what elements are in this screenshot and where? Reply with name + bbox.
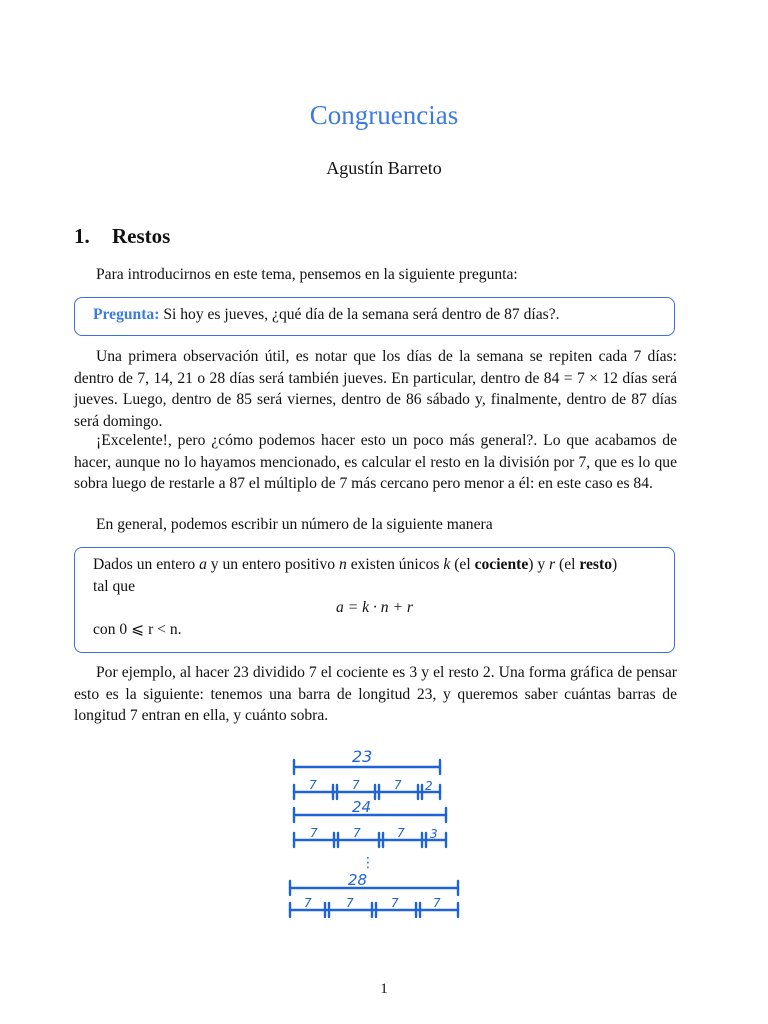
piece-label: 7 — [309, 778, 317, 792]
bar-23-label: 23 — [352, 747, 373, 766]
paragraph-observation: Una primera observación útil, es notar que los días de la semana se repiten cada 7 días: dentro de 7, 14, 21 o 28 días será también jueves. En particular, dentro de 84 = 7 × 12 días será jueves. Luego, dentro de 85 será viernes, dentro de 86 sábado y, finalmente, dentro de 87 días será domingo. — [74, 348, 677, 430]
piece-label: 3 — [430, 827, 438, 841]
piece-label: 7 — [394, 778, 402, 792]
resto-term: resto — [579, 556, 612, 573]
question-label: Pregunta: — [93, 306, 160, 323]
piece-label: 7 — [310, 826, 318, 840]
bar-24-label: 24 — [352, 798, 372, 816]
piece-label: 7 — [391, 896, 399, 910]
paragraph-general: ¡Excelente!, pero ¿cómo podemos hacer esto un poco más general?. Lo que acabamos de hacer, aunque no lo hayamos mencionado, es calcular el resto en la división por 7, que es lo que sobra luego de restarle a 87 el múltiplo de 7 más cercano pero menor a él: en este caso es 84. — [74, 432, 677, 492]
document-title: Congruencias — [309, 100, 459, 130]
piece-label: 7 — [353, 826, 361, 840]
piece-label: 7 — [433, 896, 441, 910]
page-number: 1 — [380, 981, 388, 997]
intro-paragraph: Para introducirnos en este tema, pensemos en la siguiente pregunta: — [96, 266, 518, 283]
definition-box — [74, 547, 675, 653]
definition-such-that: tal que — [93, 577, 135, 595]
section-title: Restos — [112, 224, 171, 248]
definition-condition: con 0 ⩽ r < n. — [93, 620, 182, 638]
document-author: Agustín Barreto — [326, 158, 442, 178]
piece-label: 2 — [425, 779, 433, 793]
ellipsis: ⋮ — [361, 855, 375, 871]
bar-28-label: 28 — [348, 871, 368, 889]
piece-label: 7 — [397, 826, 405, 840]
definition-equation: a = k · n + r — [336, 599, 413, 616]
question-text: Si hoy es jueves, ¿qué día de la semana será dentro de 87 días?. — [159, 306, 560, 323]
piece-label: 7 — [352, 778, 360, 792]
section-heading — [74, 224, 170, 249]
paragraph-example: Por ejemplo, al hacer 23 dividido 7 el cociente es 3 y el resto 2. Una forma gráfica de pensar esto es la siguiente: tenemos una barra de longitud 23, y queremos saber cuántas barras de longitud 7 entran en ella, y cuánto sobra. — [74, 664, 677, 724]
bars-figure — [280, 740, 470, 925]
piece-label: 7 — [304, 896, 312, 910]
definition-statement: Dados un entero a y un entero positivo n existen únicos k (el cociente) y r (el resto) — [93, 556, 618, 573]
section-number: 1. — [74, 224, 90, 248]
cociente-term: cociente — [474, 556, 529, 573]
piece-label: 7 — [346, 896, 354, 910]
question-box — [74, 297, 675, 336]
paragraph-intro-definition: En general, podemos escribir un número de la siguiente manera — [96, 516, 493, 533]
